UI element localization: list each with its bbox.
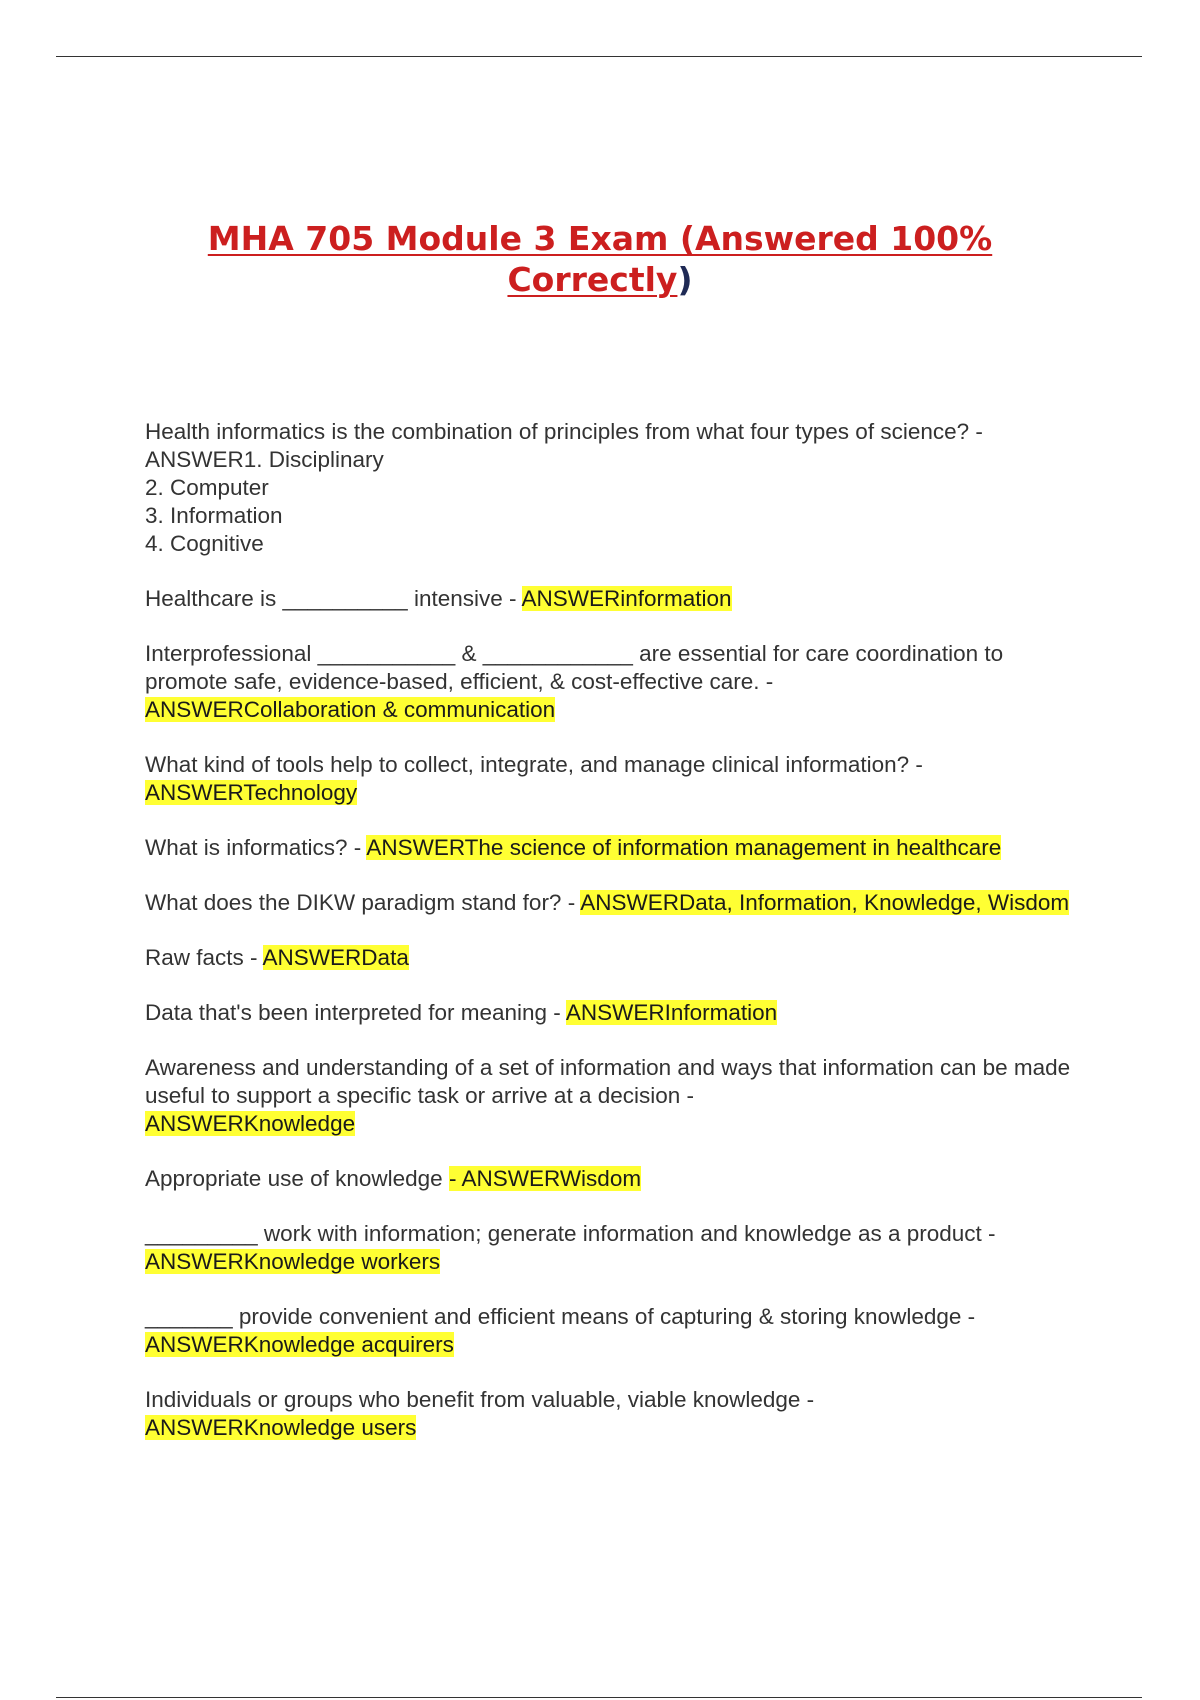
- question-text: What kind of tools help to collect, integrate, and manage clinical information? -: [145, 752, 923, 777]
- answer-highlight: ANSWERData, Information, Knowledge, Wisdom: [580, 890, 1070, 915]
- answer-highlight: ANSWERCollaboration & communication: [145, 697, 556, 722]
- qa-item: [145, 418, 1075, 558]
- answer-highlight: - ANSWERWisdom: [448, 1166, 642, 1191]
- question-text: What is informatics? -: [145, 835, 362, 860]
- title-tail: Correctly: [507, 260, 678, 300]
- qa-item: [145, 585, 1075, 613]
- answer-line: 2. Computer: [145, 475, 269, 500]
- qa-item: [145, 1386, 1075, 1442]
- qa-item: [145, 889, 1075, 917]
- qa-item: [145, 640, 1075, 724]
- answer-highlight: ANSWERInformation: [565, 1000, 778, 1025]
- question-text: Healthcare is __________ intensive -: [145, 586, 517, 611]
- top-rule: [56, 56, 1142, 57]
- answer-line: 4. Cognitive: [145, 531, 264, 556]
- answer-highlight: ANSWERKnowledge workers: [145, 1249, 441, 1274]
- title-main: MHA 705 Module 3 Exam (Answered 100%: [207, 219, 993, 259]
- answer-line: ANSWER1. Disciplinary: [145, 447, 384, 472]
- question-text: Interprofessional ___________ & ____________ are essential for care coordination to promote safe, evidence-based, efficient, & cost-effective care. -: [145, 641, 1004, 694]
- question-text: _______ provide convenient and efficient means of capturing & storing knowledge -: [145, 1304, 976, 1329]
- qa-item: [145, 1165, 1075, 1193]
- answer-highlight: ANSWERTechnology: [145, 780, 358, 805]
- question-text: Appropriate use of knowledge: [145, 1166, 443, 1191]
- answer-highlight: ANSWERinformation: [521, 586, 732, 611]
- answer-highlight: ANSWERThe science of information management in healthcare: [366, 835, 1002, 860]
- question-text: Raw facts -: [145, 945, 258, 970]
- answer-highlight: ANSWERKnowledge: [145, 1111, 356, 1136]
- qa-item: [145, 834, 1075, 862]
- question-text: What does the DIKW paradigm stand for? -: [145, 890, 576, 915]
- qa-list: [145, 418, 1075, 1469]
- question-text: Data that's been interpreted for meaning -: [145, 1000, 561, 1025]
- answer-highlight: ANSWERKnowledge users: [145, 1415, 417, 1440]
- qa-item: [145, 944, 1075, 972]
- answer-line: 3. Information: [145, 503, 283, 528]
- qa-item: [145, 1303, 1075, 1359]
- qa-item: [145, 1220, 1075, 1276]
- qa-item: [145, 1054, 1075, 1138]
- question-text: Health informatics is the combination of principles from what four types of science? -: [145, 419, 983, 444]
- qa-item: [145, 999, 1075, 1027]
- question-text: Individuals or groups who benefit from valuable, viable knowledge -: [145, 1387, 815, 1412]
- answer-highlight: ANSWERData: [262, 945, 409, 970]
- title-close-paren: ): [677, 260, 693, 300]
- question-text: Awareness and understanding of a set of information and ways that information can be made useful to support a specific task or arrive at a decision -: [145, 1055, 1071, 1108]
- qa-item: [145, 751, 1075, 807]
- answer-highlight: ANSWERKnowledge acquirers: [145, 1332, 454, 1357]
- question-text: _________ work with information; generate information and knowledge as a product -: [145, 1221, 996, 1246]
- page-title: [140, 218, 1060, 300]
- bottom-rule: [56, 1697, 1142, 1698]
